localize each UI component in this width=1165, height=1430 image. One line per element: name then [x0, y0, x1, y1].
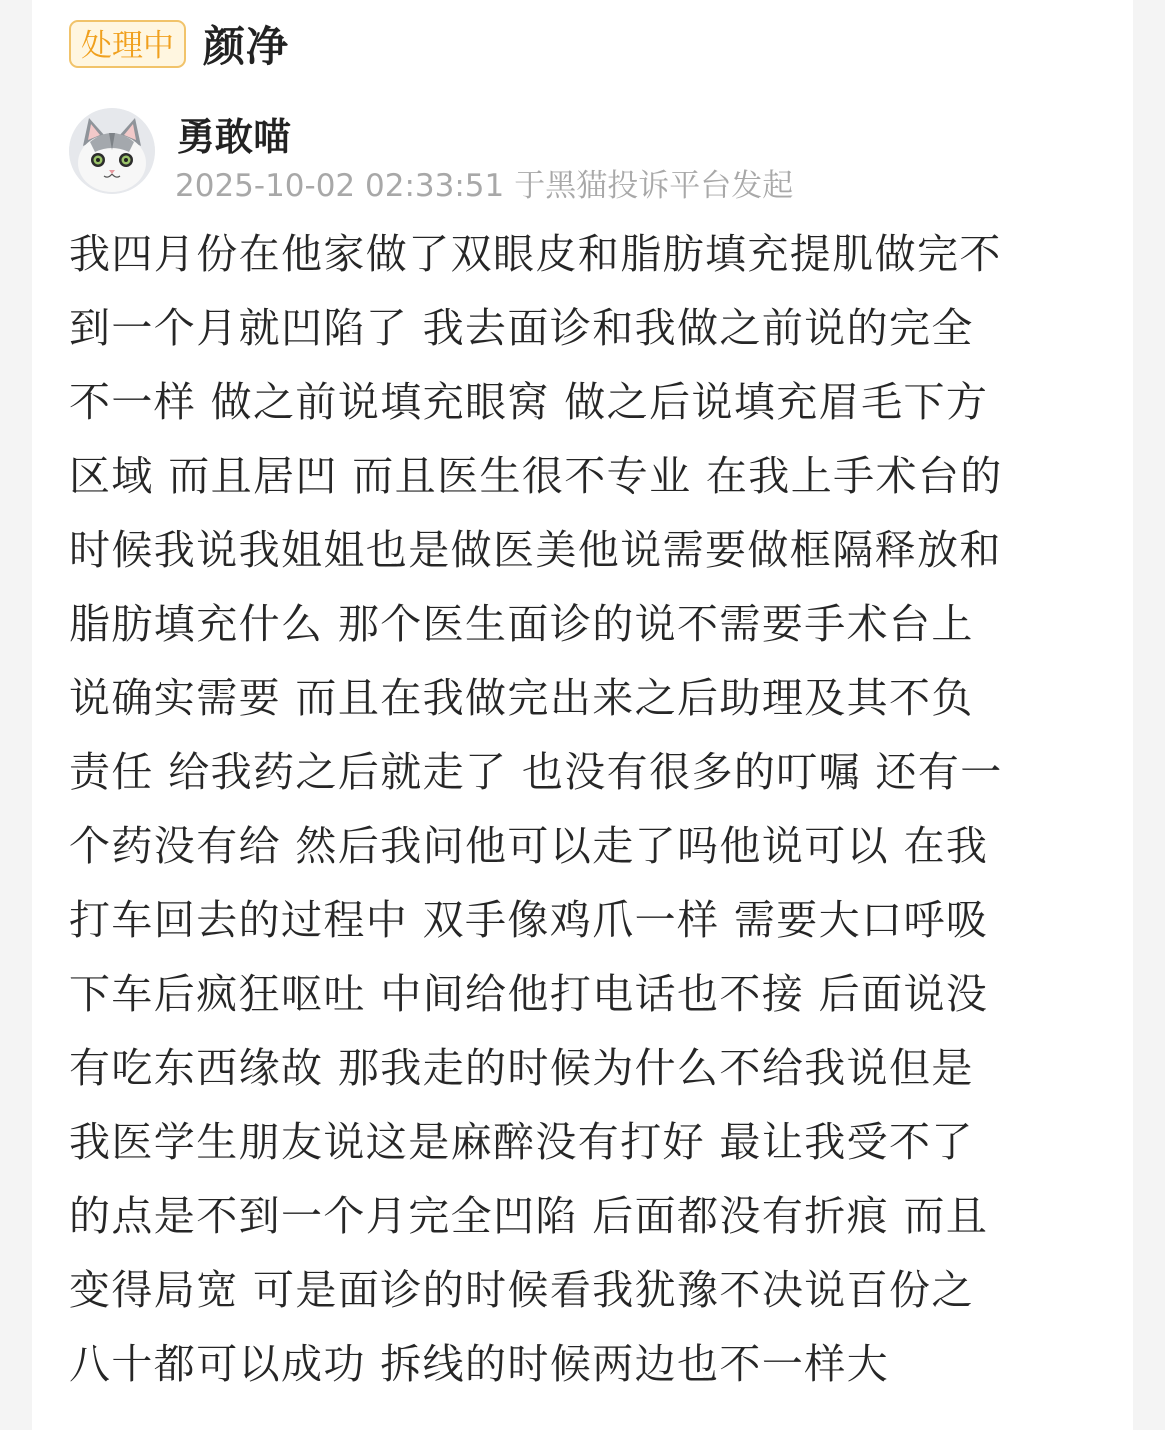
post-timestamp: 2025-10-02 02:33:51: [175, 168, 505, 204]
post-meta: [175, 160, 793, 205]
complaint-target-title[interactable]: 颜净: [203, 22, 290, 71]
platform-label: 于黑猫投诉平台发起: [514, 168, 794, 204]
cat-avatar-icon[interactable]: [69, 108, 155, 194]
user-name[interactable]: 勇敢喵: [177, 115, 292, 159]
complaint-header: [69, 16, 289, 72]
complaint-card: [32, 0, 1133, 1430]
status-badge: 处理中: [69, 20, 186, 68]
complaint-body: 我四月份在他家做了双眼皮和脂肪填充提肌做完不 到一个月就凹陷了 我去面诊和我做之前说的完全 不一样 做之前说填充眼窝 做之后说填充眉毛下方 区域 而且居凹 而且医生很不专业 在我上手术台的 时候我说我姐姐也是做医美他说需要做框隔释放和 脂肪填充什么 那个医生面诊的说不需要手术台上 说确实需要 而且在我做完出来之后助理及其不负 责任 给我药之后就走了 也没有很多的叮嘱 还有一 个药没有给 然后我问他可以走了吗他说可以 在我 打车回去的过程中 双手像鸡爪一样 需要大口呼吸 下车后疯狂呕吐 中间给他打电话也不接 后面说没 有吃东西缘故 那我走的时候为什么不给我说但是 我医学生朋友说这是麻醉没有打好 最让我受不了 的点是不到一个月完全凹陷 后面都没有折痕 而且 变得局宽 可是面诊的时候看我犹豫不决说百份之 八十都可以成功 拆线的时候两边也不一样大: [69, 230, 1003, 1388]
